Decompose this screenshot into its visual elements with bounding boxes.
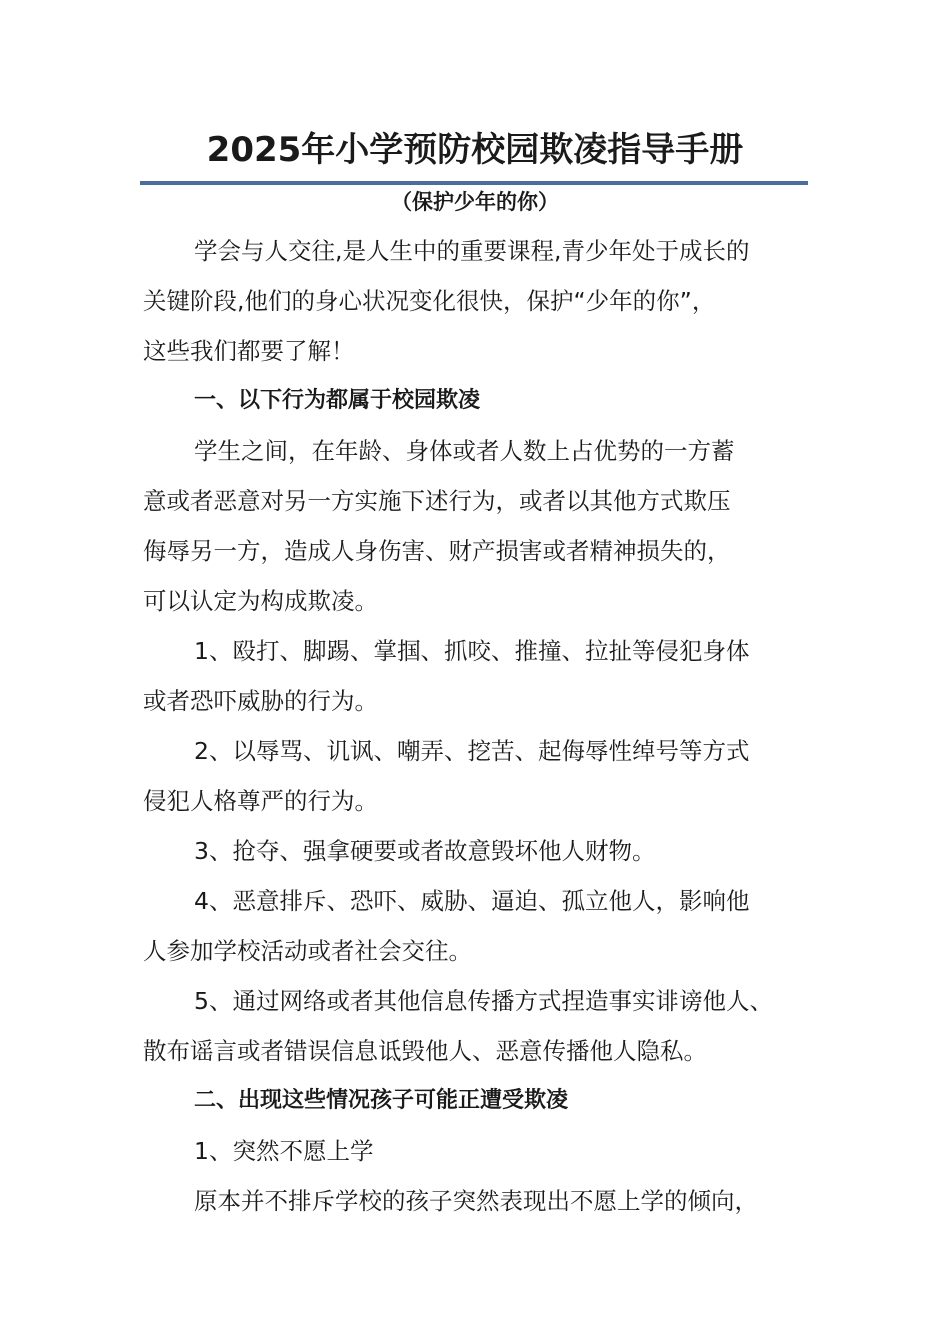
body-line: 可以认定为构成欺凌。: [143, 587, 378, 615]
section-heading: 一、以下行为都属于校园欺凌: [194, 388, 481, 413]
list-item: 4、恶意排斥、恐吓、威胁、逼迫、孤立他人，影响他: [194, 887, 750, 915]
body-line: 学会与人交往,是人生中的重要课程,青少年处于成长的: [194, 237, 750, 265]
list-item: 1、突然不愿上学: [194, 1137, 374, 1165]
section-heading: 二、出现这些情况孩子可能正遭受欺凌: [194, 1088, 569, 1113]
body-line: 原本并不排斥学校的孩子突然表现出不愿上学的倾向，: [194, 1187, 758, 1215]
body-line: 人参加学校活动或者社会交往。: [143, 937, 472, 965]
document-subtitle: （保护少年的你）: [391, 190, 559, 214]
body-line: 意或者恶意对另一方实施下述行为，或者以其他方式欺压: [143, 487, 731, 515]
body-line: 散布谣言或者错误信息诋毁他人、恶意传播他人隐私。: [143, 1037, 707, 1065]
title-underline: [140, 181, 808, 185]
body-line: 侮辱另一方，造成人身伤害、财产损害或者精神损失的，: [143, 537, 731, 565]
body-line: 学生之间，在年龄、身体或者人数上占优势的一方蓄: [194, 437, 735, 465]
document-body: [143, 226, 823, 1226]
list-item: 5、通过网络或者其他信息传播方式捏造事实诽谤他人、: [194, 987, 773, 1015]
body-line: 侵犯人格尊严的行为。: [143, 787, 378, 815]
document-title: 2025年小学预防校园欺凌指导手册: [206, 130, 744, 170]
body-line: 这些我们都要了解！: [143, 337, 355, 365]
list-item: 2、以辱骂、讥讽、嘲弄、挖苦、起侮辱性绰号等方式: [194, 737, 750, 765]
list-item: 1、殴打、脚踢、掌掴、抓咬、推撞、拉扯等侵犯身体: [194, 637, 750, 665]
list-item: 3、抢夺、强拿硬要或者故意毁坏他人财物。: [194, 837, 656, 865]
body-line: 关键阶段,他们的身心状况变化很快，保护“少年的你”，: [143, 287, 716, 315]
body-line: 或者恐吓威胁的行为。: [143, 687, 378, 715]
